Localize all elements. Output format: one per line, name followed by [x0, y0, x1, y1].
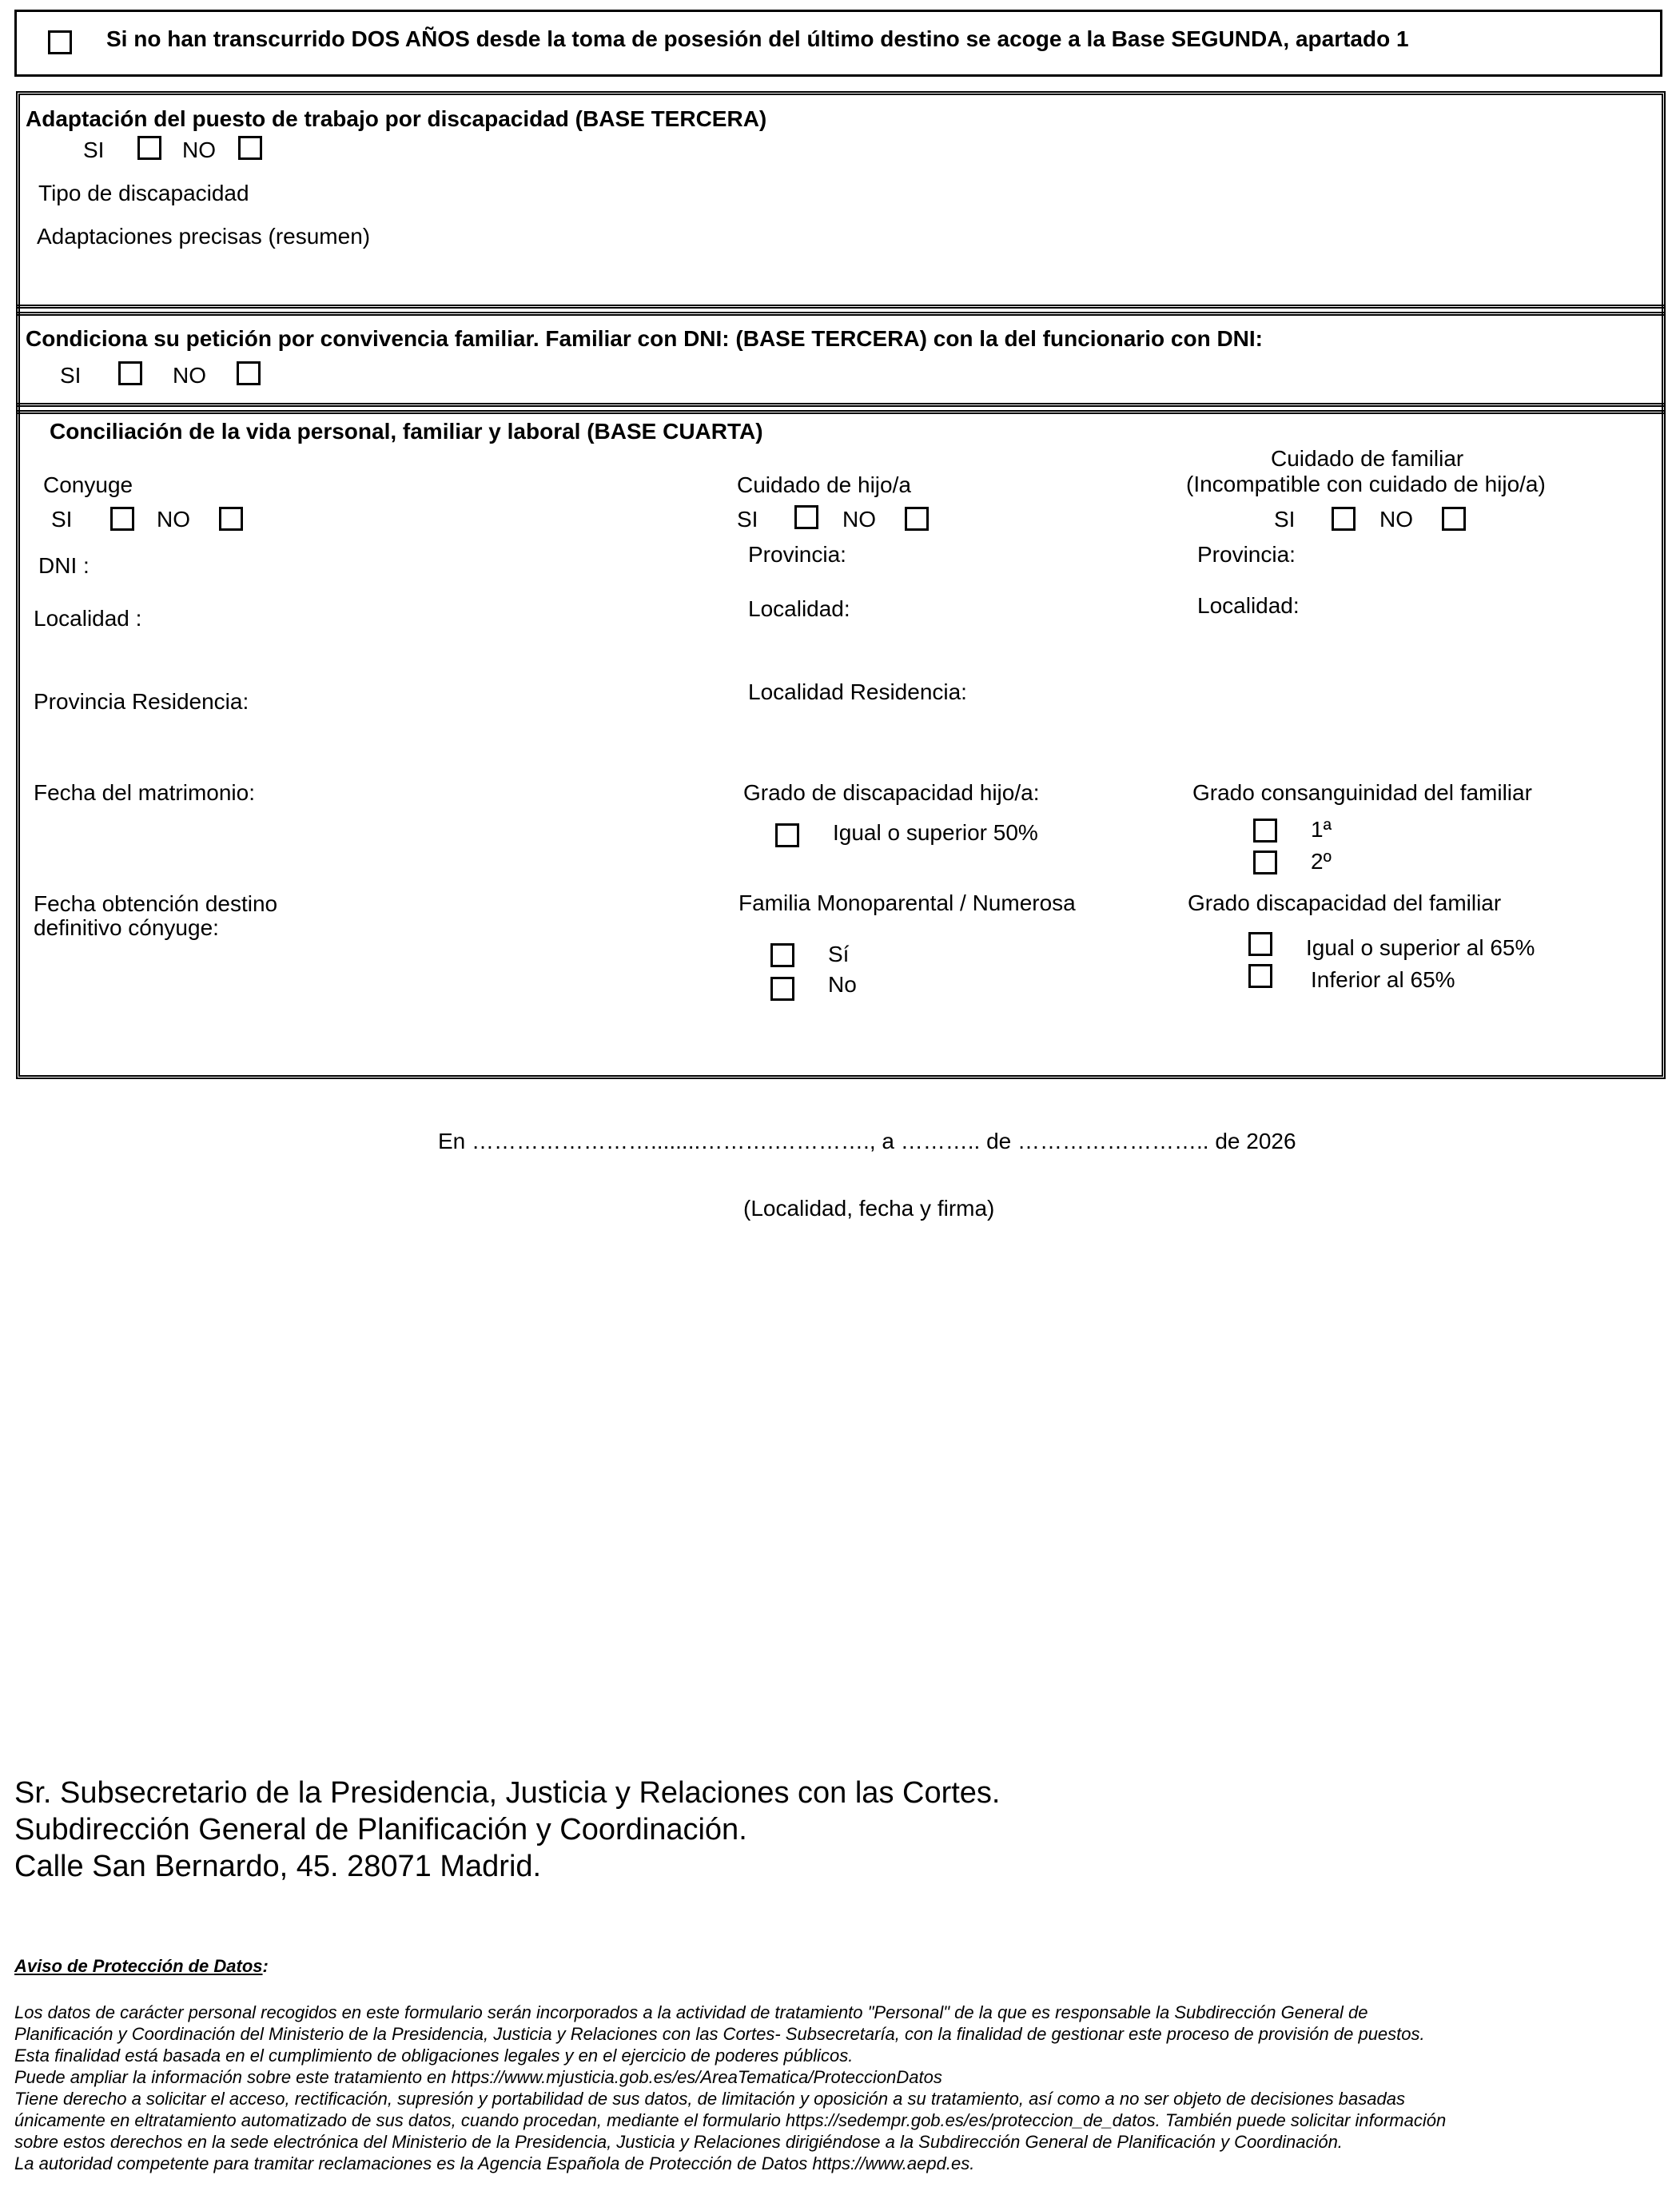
hijo-igual-superior-label: Igual o superior 50% [833, 820, 1038, 845]
conyuge-si-checkbox[interactable] [110, 507, 134, 531]
divider-conciliacion [18, 403, 1664, 414]
hijo-grado-label: Grado de discapacidad hijo/a: [743, 780, 1040, 805]
familiar-no-label: NO [1379, 507, 1413, 532]
convivencia-si-checkbox[interactable] [118, 361, 142, 385]
divider-convivencia [18, 305, 1664, 316]
consanguinidad-1-label: 1ª [1311, 817, 1332, 842]
convivencia-no-checkbox[interactable] [237, 361, 261, 385]
hijo-no-checkbox[interactable] [905, 507, 929, 531]
familia-si-label: Sí [828, 942, 850, 966]
familia-label: Familia Monoparental / Numerosa [738, 890, 1076, 915]
dos-anos-checkbox[interactable] [48, 30, 72, 54]
hijo-localidad-label: Localidad: [748, 596, 850, 621]
address-line-2: Subdirección General de Planificación y Coordinación. [14, 1813, 747, 1846]
convivencia-no-label: NO [173, 363, 206, 388]
familiar-igual-65-checkbox[interactable] [1248, 932, 1272, 956]
dos-anos-label: Si no han transcurrido DOS AÑOS desde la toma de posesión del último destino se acoge a la Base SEGUNDA, apartado 1 [106, 26, 1409, 51]
adaptacion-no-label: NO [182, 137, 216, 162]
hijo-provincia-label: Provincia: [748, 542, 846, 567]
conyuge-localidad-label: Localidad : [34, 606, 142, 631]
fecha-destino-label-2: definitivo cónyuge: [34, 915, 219, 940]
convivencia-si-label: SI [60, 363, 82, 388]
conyuge-no-checkbox[interactable] [219, 507, 243, 531]
familiar-si-label: SI [1274, 507, 1296, 532]
privacy-heading-colon: : [262, 1956, 269, 1976]
adaptaciones-label: Adaptaciones precisas (resumen) [37, 224, 371, 249]
consanguinidad-2-checkbox[interactable] [1253, 851, 1277, 874]
privacy-line-2: Planificación y Coordinación del Ministerio de la Presidencia, Justicia y Relaciones con las Cortes- Subsecretaría, con la finalidad de gestionar este proceso de provisión de puestos. [14, 2024, 1425, 2044]
tipo-discapacidad-label: Tipo de discapacidad [38, 181, 249, 205]
familiar-inferior-65-checkbox[interactable] [1248, 964, 1272, 988]
familiar-igual-65-label: Igual o superior al 65% [1306, 935, 1535, 960]
familiar-heading-1: Cuidado de familiar [1271, 446, 1464, 471]
privacy-line-3: Esta finalidad está basada en el cumplimiento de obligaciones legales y en el ejercicio de poderes públicos. [14, 2046, 854, 2066]
firma-line: En ……………………........……….…………., a ……….. de …………………….. de 2026 [438, 1129, 1296, 1153]
adaptacion-si-label: SI [83, 137, 105, 162]
familia-no-label: No [828, 972, 857, 997]
privacy-line-8: La autoridad competente para tramitar reclamaciones es la Agencia Española de Protección de Datos https://www.aepd.es. [14, 2153, 975, 2173]
hijo-no-label: NO [842, 507, 876, 532]
address-line-3: Calle San Bernardo, 45. 28071 Madrid. [14, 1850, 542, 1883]
fecha-destino-label-1: Fecha obtención destino [34, 891, 278, 916]
privacy-heading-text: Aviso de Protección de Datos [14, 1956, 263, 1976]
hijo-localidad-residencia-label: Localidad Residencia: [748, 679, 967, 704]
privacy-line-4: Puede ampliar la información sobre este tratamiento en https://www.mjusticia.gob.es/es/AreaTematica/ProteccionDatos [14, 2067, 942, 2087]
conyuge-dni-label: DNI : [38, 553, 90, 578]
hijo-si-label: SI [737, 507, 758, 532]
privacy-heading [14, 1955, 269, 1978]
familiar-no-checkbox[interactable] [1442, 507, 1466, 531]
consanguinidad-1-checkbox[interactable] [1253, 819, 1277, 843]
hijo-si-checkbox[interactable] [794, 505, 818, 529]
privacy-line-5: Tiene derecho a solicitar el acceso, rectificación, supresión y portabilidad de sus datos, de limitación y oposición a su tratamiento, así como a no ser objeto de decisiones basadas [14, 2089, 1405, 2109]
familia-no-checkbox[interactable] [770, 977, 794, 1001]
conyuge-no-label: NO [157, 507, 190, 532]
privacy-line-6: únicamente en eltratamiento automatizado de sus datos, cuando procedan, mediante el formulario https://sedempr.gob.es/es/proteccion_de_datos. También puede solicitar información [14, 2110, 1447, 2130]
privacy-line-7: sobre estos derechos en la sede electrónica del Ministerio de la Presidencia, Justicia y Relaciones dirigiéndose a la Subdirección General de Planificación y Coordinación. [14, 2132, 1343, 2152]
conyuge-provincia-residencia-label: Provincia Residencia: [34, 689, 249, 714]
conyuge-heading: Conyuge [43, 472, 133, 497]
hijo-heading: Cuidado de hijo/a [737, 472, 911, 497]
adaptacion-title: Adaptación del puesto de trabajo por discapacidad (BASE TERCERA) [26, 106, 767, 131]
privacy-line-1: Los datos de carácter personal recogidos en este formulario serán incorporados a la actividad de tratamiento "Personal" de la que es responsable la Subdirección General de [14, 2002, 1368, 2022]
familiar-provincia-label: Provincia: [1197, 542, 1296, 567]
consanguinidad-2-label: 2º [1311, 849, 1332, 874]
hijo-igual-superior-checkbox[interactable] [775, 823, 799, 847]
familia-si-checkbox[interactable] [770, 943, 794, 967]
fecha-matrimonio-label: Fecha del matrimonio: [34, 780, 256, 805]
familiar-heading-2: (Incompatible con cuidado de hijo/a) [1186, 472, 1546, 496]
adaptacion-no-checkbox[interactable] [238, 136, 262, 160]
familiar-si-checkbox[interactable] [1332, 507, 1356, 531]
address-line-1: Sr. Subsecretario de la Presidencia, Justicia y Relaciones con las Cortes. [14, 1776, 1001, 1810]
familiar-grado-label: Grado discapacidad del familiar [1188, 890, 1502, 915]
firma-note: (Localidad, fecha y firma) [743, 1196, 995, 1221]
conciliacion-title: Conciliación de la vida personal, familiar y laboral (BASE CUARTA) [50, 419, 763, 444]
consanguinidad-label: Grado consanguinidad del familiar [1192, 780, 1532, 805]
conyuge-si-label: SI [51, 507, 73, 532]
familiar-inferior-65-label: Inferior al 65% [1311, 967, 1455, 992]
adaptacion-si-checkbox[interactable] [137, 136, 161, 160]
convivencia-title: Condiciona su petición por convivencia familiar. Familiar con DNI: (BASE TERCERA) con la del funcionario con DNI: [26, 326, 1263, 351]
familiar-localidad-label: Localidad: [1197, 593, 1300, 618]
